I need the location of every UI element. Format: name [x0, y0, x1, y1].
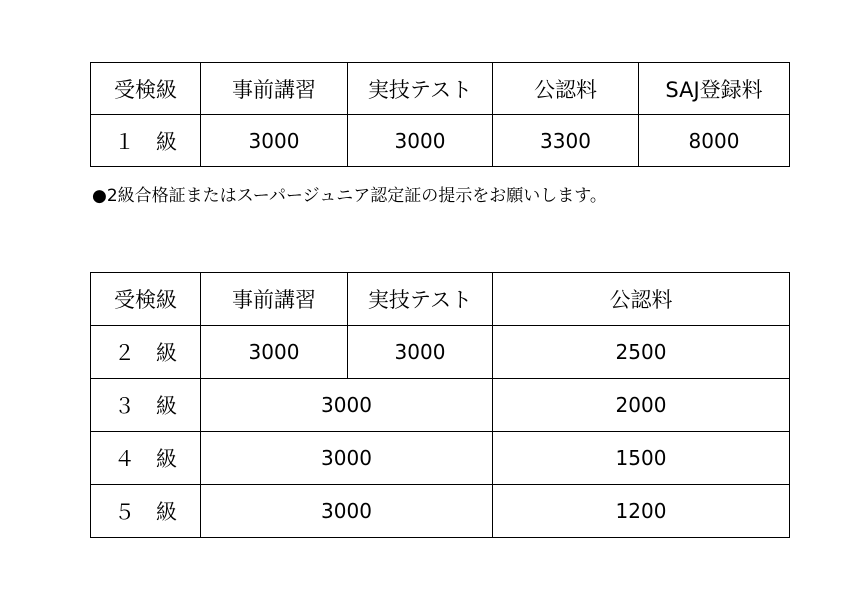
grade-cell: ５ 級 [91, 485, 201, 538]
certification-fee: 1500 [493, 432, 790, 485]
table-row [91, 485, 790, 538]
table-row [91, 432, 790, 485]
certification-fee: 1200 [493, 485, 790, 538]
header-grade: 受検級 [91, 63, 201, 115]
header-practical-test: 実技テスト [348, 273, 493, 326]
pre-lecture-fee: 3000 [201, 115, 348, 167]
header-certification-fee: 公認料 [493, 63, 639, 115]
grade-cell: ３ 級 [91, 379, 201, 432]
header-saj-registration-fee: SAJ登録料 [639, 63, 790, 115]
header-certification-fee: 公認料 [493, 273, 790, 326]
table-row [91, 115, 790, 167]
lecture-and-test-fee: 3000 [201, 485, 493, 538]
header-grade: 受検級 [91, 273, 201, 326]
certification-fee: 2000 [493, 379, 790, 432]
grade-cell: ２ 級 [91, 326, 201, 379]
grade-cell: １ 級 [91, 115, 201, 167]
practical-test-fee: 3000 [348, 326, 493, 379]
table-row [91, 379, 790, 432]
table-header-row [91, 63, 790, 115]
pre-lecture-fee: 3000 [201, 326, 348, 379]
header-practical-test: 実技テスト [348, 63, 493, 115]
grades-2-5-fee-table [90, 272, 790, 538]
grade-cell: ４ 級 [91, 432, 201, 485]
certification-fee: 3300 [493, 115, 639, 167]
header-pre-lecture: 事前講習 [201, 273, 348, 326]
lecture-and-test-fee: 3000 [201, 432, 493, 485]
certification-fee: 2500 [493, 326, 790, 379]
lecture-and-test-fee: 3000 [201, 379, 493, 432]
header-pre-lecture: 事前講習 [201, 63, 348, 115]
grade-1-fee-table [90, 62, 790, 167]
requirement-note: ●2級合格証またはスーパージュニア認定証の提示をお願いします。 [92, 186, 607, 206]
table-row [91, 326, 790, 379]
saj-registration-fee: 8000 [639, 115, 790, 167]
practical-test-fee: 3000 [348, 115, 493, 167]
table-header-row [91, 273, 790, 326]
